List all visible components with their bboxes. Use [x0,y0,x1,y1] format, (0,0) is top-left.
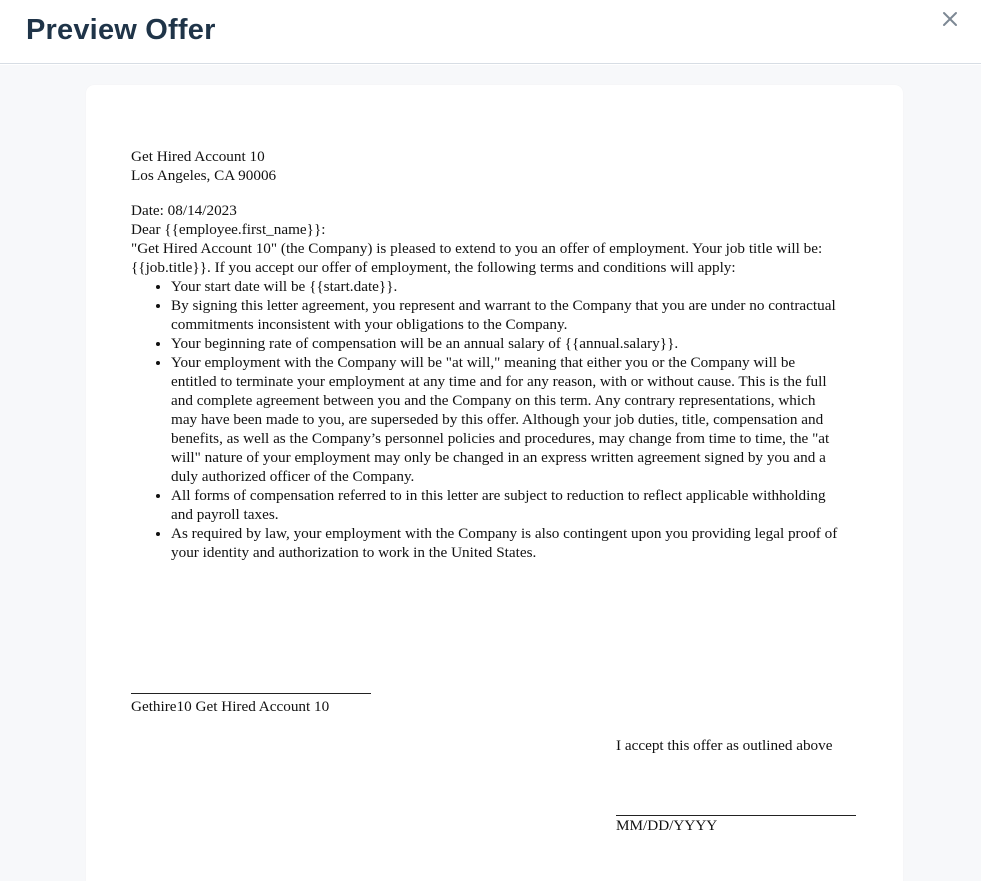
modal-body[interactable] [0,65,981,881]
close-icon [936,6,964,34]
company-signature-block [131,693,371,716]
acceptance-date-placeholder: MM/DD/YYYY [616,817,718,834]
list-item: • Your employment with the Company will be "at will," meaning that either you or the Company will be entitled to terminate your employment at any time and for any reason, with or without cause. This is the full and complete agreement between you and the Company on this term. Any contrary representations, which may have been made to you, are superseded by this offer. Although your job duties, title, compensation and benefits, as well as the Company’s personnel policies and procedures, may change from time to time, the "at will" nature of your employment may only be changed in an express written agreement signed by you and a duly authorized officer of the Company. [171,353,843,486]
company-name: Get Hired Account 10 [131,148,265,165]
greeting: Dear {{employee.first_name}}: [131,221,326,238]
company-address: Los Angeles, CA 90006 [131,167,277,184]
signatory-name: Gethire10 Get Hired Account 10 [131,698,330,715]
intro-paragraph: "Get Hired Account 10" (the Company) is pleased to extend to you an offer of employment. Your job title will be: {{job.title}}. If you accept our offer of employment, the following terms and conditions will apply: [131,240,823,276]
letter-date: Date: 08/14/2023 [131,202,237,219]
company-address-block [131,147,851,185]
list-item: • All forms of compensation referred to in this letter are subject to reduction to reflect applicable withholding and payroll taxes. [171,486,843,524]
terms-list [131,277,843,562]
signature-line [131,693,371,694]
acceptance-text: I accept this offer as outlined above [616,737,833,754]
modal-header [0,0,981,64]
list-item: • Your start date will be {{start.date}}. [171,277,843,296]
close-button[interactable] [936,6,964,34]
modal-title: Preview Offer [26,14,216,46]
offer-letter [131,147,851,562]
list-item: • Your beginning rate of compensation will be an annual salary of {{annual.salary}}. [171,334,843,353]
list-item: • By signing this letter agreement, you represent and warrant to the Company that you are under no contractual commitments inconsistent with your obligations to the Company. [171,296,843,334]
list-item: • As required by law, your employment with the Company is also contingent upon you providing legal proof of your identity and authorization to work in the United States. [171,524,843,562]
offer-letter-page [86,85,903,881]
